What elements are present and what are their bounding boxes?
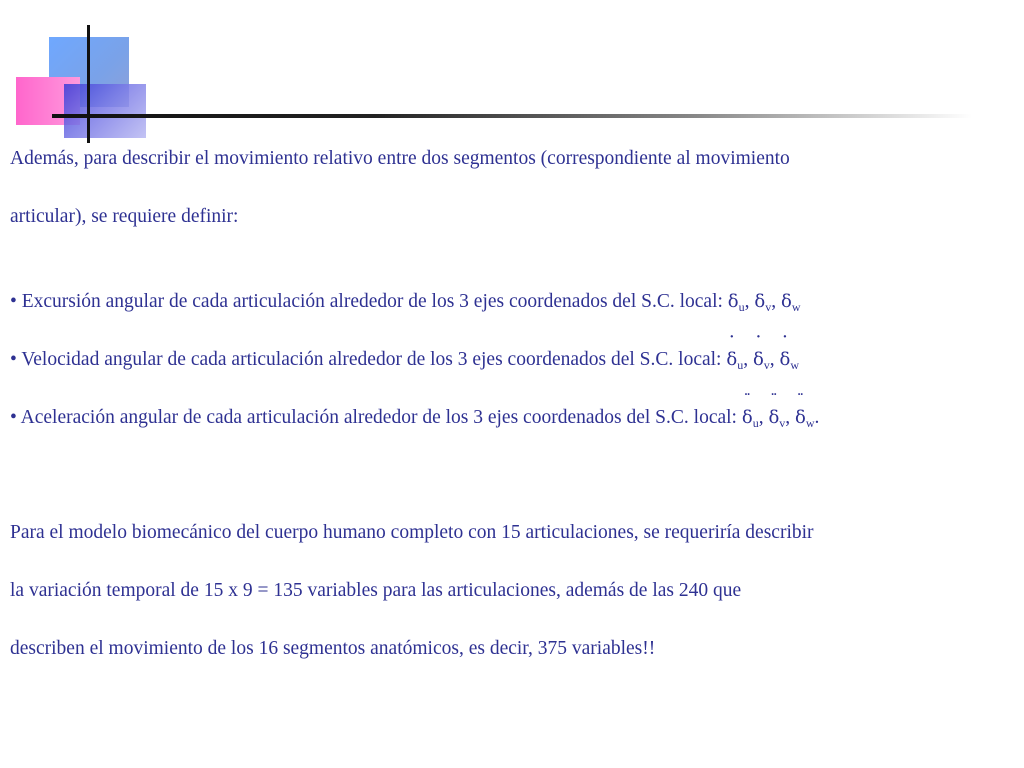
subscript-w: w	[791, 300, 801, 314]
subscript-v: v	[763, 358, 770, 372]
bullet-velocity: • Velocidad angular de cada articulación alrededor de los 3 ejes coordenados del S.C. local: ˙ $\delta_u$, ˙ $\delta_v$, ˙ $\delta_w$	[10, 333, 800, 372]
subscript-v: v	[765, 300, 772, 314]
delta-symbol: δ	[780, 291, 792, 312]
delta-dot: ˙ δ	[726, 333, 738, 370]
delta-ddot: ¨ δ	[795, 391, 806, 428]
double-dot-accent-icon: ¨	[797, 391, 804, 408]
bullet-text: Velocidad angular de cada articulación alrededor de los 3 ejes coordenados del S.C. local:	[21, 349, 722, 370]
subscript-v: v	[779, 416, 786, 430]
delta-symbol: δ	[754, 291, 766, 312]
bullet-text: Aceleración angular de cada articulación alrededor de los 3 ejes coordenados del S.C. local:	[20, 407, 737, 428]
paragraph-line-1: Para el modelo biomecánico del cuerpo humano completo con 15 articulaciones, se requeriría describir	[10, 522, 814, 543]
subscript-w: w	[805, 416, 815, 430]
double-dot-accent-icon: ¨	[771, 391, 777, 408]
subscript-w: w	[790, 358, 800, 372]
delta-symbol: δ	[727, 291, 739, 312]
bullet-marker: •	[10, 291, 17, 312]
subscript-u: u	[738, 300, 745, 314]
delta-dot: ˙ δ	[752, 333, 764, 370]
intro-line-1: Además, para describir el movimiento relativo entre dos segmentos (correspondiente al movimiento	[10, 148, 790, 169]
bullet-text: Excursión angular de cada articulación alrededor de los 3 ejes coordenados del S.C. local:	[21, 291, 723, 312]
paragraph-line-2: la variación temporal de 15 x 9 = 135 variables para las articulaciones, además de las 240 que	[10, 580, 742, 601]
dot-accent-icon: ˙	[755, 333, 762, 350]
intro-line-2: articular), se requiere definir:	[10, 206, 239, 227]
subscript-u: u	[752, 416, 759, 430]
paragraph-line-3: describen el movimiento de los 16 segmentos anatómicos, es decir, 375 variables!!	[10, 638, 656, 659]
bullet-marker: •	[10, 407, 17, 428]
delta-ddot: ¨ δ	[768, 391, 780, 428]
dot-accent-icon: ˙	[729, 333, 735, 350]
bullet-acceleration: • Aceleración angular de cada articulación alrededor de los 3 ejes coordenados del S.C. local: ¨ $\delta_u$, ¨ $\delta_v$, ¨ $\delta_w$.	[10, 391, 820, 430]
delta-ddot: ¨ δ	[741, 391, 753, 428]
decor-vertical-rule	[87, 25, 90, 143]
dot-accent-icon: ˙	[782, 333, 788, 350]
delta-dot: ˙ δ	[779, 333, 791, 370]
double-dot-accent-icon: ¨	[744, 391, 750, 408]
bullet-excursion: • Excursión angular de cada articulación alrededor de los 3 ejes coordenados del S.C. local: $\delta_u$, $\delta_v$, $\delta_w$	[10, 291, 801, 314]
decor-horizontal-rule	[52, 114, 972, 118]
bullet-marker: •	[10, 349, 17, 370]
subscript-u: u	[737, 358, 744, 372]
decor-square-purple	[64, 84, 146, 138]
